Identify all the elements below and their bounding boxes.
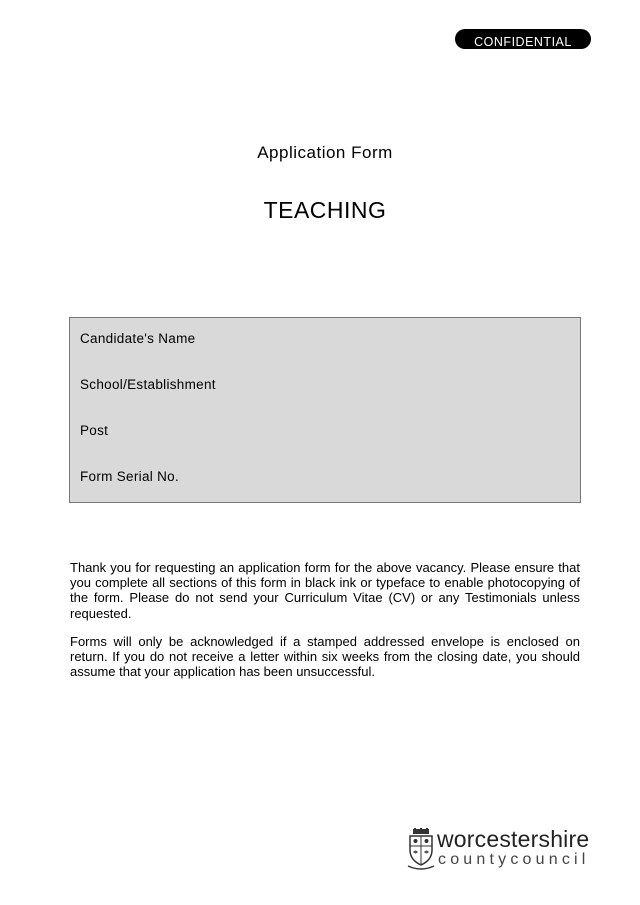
school-establishment-label: School/Establishment [80, 377, 216, 392]
confidential-badge-text: CONFIDENTIAL [474, 35, 572, 49]
form-serial-no-label: Form Serial No. [80, 469, 180, 484]
confidential-badge [455, 29, 591, 49]
logo-wordmark-line2: countycouncil [438, 851, 590, 868]
form-label: Application Form [257, 143, 393, 162]
candidate-details-box [69, 317, 581, 503]
acknowledgement-paragraph: Forms will only be acknowledged if a stamped addressed envelope is enclosed on return. If you do not receive a letter within six weeks from the closing date, you should assume that your application has been unsuccessful. [70, 634, 580, 680]
post-label: Post [80, 423, 109, 438]
instructions-paragraph: Thank you for requesting an application form for the above vacancy. Please ensure that you complete all sections of this form in black ink or typeface to enable photocopying of the form. Please do not send your Curriculum Vitae (CV) or any Testimonials unless requested. [70, 560, 580, 621]
form-title: TEACHING [263, 197, 387, 223]
crest-icon [407, 828, 435, 870]
council-logo [407, 828, 597, 870]
candidate-name-label: Candidate's Name [80, 331, 196, 346]
logo-wordmark-line1: worcestershire [437, 826, 590, 852]
